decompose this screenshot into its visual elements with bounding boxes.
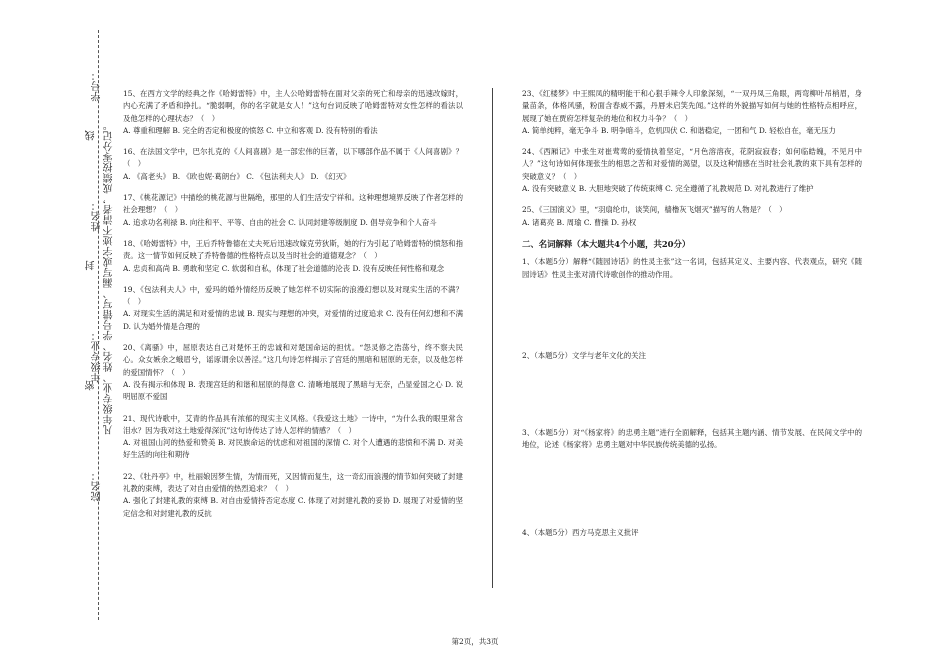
question-options: A. 没有突破意义 B. 大胆地突破了传统束缚 C. 完全遵循了礼教规范 D. 对礼教进行了维护 bbox=[522, 184, 814, 194]
school-label: 院名： bbox=[92, 470, 103, 502]
question-text: 15、在西方文学的经典之作《哈姆雷特》中，主人公哈姆雷特在面对父亲的死亡和母亲的迅速改嫁时，内心充满了矛盾和挣扎。“脆弱啊，你的名字就是女人！”这句台词反映了哈姆雷特对女性怎样的看法以及他怎样的心理状态？（ ） bbox=[123, 89, 463, 123]
answer-space[interactable] bbox=[522, 461, 862, 527]
term-question-text: 2、（本题5分）文学与老年文化的关注 bbox=[522, 350, 646, 360]
term-question-text: 3、（本题5分）对“《杨家将》的忠勇主题”进行全面解释，包括其主题内涵、情节发展、在民间文学中的地位，论述《杨家将》忠勇主题对中华民族传统美德的弘扬。 bbox=[522, 428, 862, 450]
seal-mark-line: 线 bbox=[86, 130, 97, 141]
section2-title: 二、名词解释（本大题共4个小题，共20分） bbox=[522, 238, 691, 249]
question-text: 20、《离骚》中，屈原表达自己对楚怀王的忠诚和对楚国命运的担忧。“怨灵修之浩荡兮，终不察夫民心。众女嫉余之蛾眉兮，谣诼谓余以善淫。”这几句诗怎样揭示了宫廷的黑暗和屈原的无奈，以及他怎样的爱国情怀？（ ） bbox=[123, 343, 463, 377]
question-text: 24、《西厢记》中张生对崔莺莺的爱情执着坚定，“月色溶溶夜，花阴寂寂春；如何临皓魄，不见月中人？”这句诗如何体现张生的相思之苦和对爱情的渴望，以及这种情感在当时社会礼教的束下具有怎样的突破意义？（ ） bbox=[522, 147, 862, 181]
binding-strip bbox=[0, 0, 115, 672]
question-options: A. 对现实生活的满足和对爱情的忠诚 B. 现实与理想的冲突，对爱情的过度追求 C. 没有任何幻想和不满 D. 认为婚外情是合理的 bbox=[123, 309, 463, 331]
student-no-label: 学号： bbox=[92, 70, 103, 102]
question-text: 16、在法国文学中，巴尔扎克的《人间喜剧》是一部宏伟的巨著，以下哪部作品不属于《人间喜剧》？（ ） bbox=[123, 147, 463, 169]
question-options: A. 忠贞和高尚 B. 勇敢和坚定 C. 软弱和自私，体现了社会道德的沦丧 D. 没有反映任何性格和观念 bbox=[123, 263, 445, 273]
question-options: A. 简单纯粹，毫无争斗 B. 明争暗斗，危机四伏 C. 和谐稳定，一团和气 D. 轻松自在，毫无压力 bbox=[522, 125, 836, 135]
question-24 bbox=[522, 146, 862, 195]
question-18 bbox=[123, 238, 463, 275]
column-divider bbox=[492, 88, 493, 588]
question-text: 22、《牡丹亭》中，杜丽娘因梦生情，为情而死，又因情而复生，这一奇幻而浪漫的情节如何突破了封建礼教的束缚，表达了对自由爱情的热烈追求？（ ） bbox=[123, 471, 463, 494]
question-options: A. 诸葛亮 B. 周瑜 C. 曹操 D. 孙权 bbox=[522, 217, 637, 227]
question-text: 21、现代诗歌中，艾青的作品具有浓郁的现实主义风格。《我爱这土地》一诗中，“为什么我的眼里常含泪水？因为我对这土地爱得深沉”这句诗传达了诗人怎样的情感？（ ） bbox=[123, 413, 463, 435]
answer-space[interactable] bbox=[522, 290, 862, 350]
term-question-2 bbox=[522, 350, 862, 362]
term-question-3 bbox=[522, 427, 862, 452]
term-question-text: 4、（本题5分）西方马克思主义批评 bbox=[522, 527, 639, 537]
seal-mark-seal: 封 bbox=[86, 260, 97, 271]
binding-dashed-line bbox=[98, 30, 99, 620]
name-label: 姓名： bbox=[92, 200, 103, 232]
question-22 bbox=[123, 471, 463, 520]
question-text: 23、《红楼梦》中王熙凤的精明能干和心狠手辣令人印象深刻，“一双丹凤三角眼，两弯柳叶吊梢眉，身量苗条，体格风骚，粉面含春威不露，丹唇未启笑先闻。”这样的外貌描写如何与她的性格特点相呼应，展现了她在贾府怎样复杂的地位和权力斗争？（ ） bbox=[522, 89, 862, 123]
left-column bbox=[123, 88, 463, 529]
question-options: A. 《高老头》 B. 《欧也妮·葛朗台》 C. 《包法利夫人》 D. 《幻灭》 bbox=[123, 171, 351, 181]
question-text: 18、《哈姆雷特》中，王后乔特鲁德在丈夫死后迅速改嫁克劳狄斯，她的行为引起了哈姆雷特的愤怒和指责。这一情节如何反映了乔特鲁德的性格特点以及当时社会的道德观念？（ ） bbox=[123, 238, 463, 261]
question-options: A. 对祖国山河的热爱和赞美 B. 对民族命运的忧虑和对祖国的深情 C. 对个人遭遇的悲愤和不满 D. 对美好生活的向往和期待 bbox=[123, 438, 463, 460]
question-text: 19、《包法利夫人》中，爱玛的婚外情经历反映了她怎样不切实际的浪漫幻想以及对现实生活的不满？（ ） bbox=[123, 284, 463, 307]
question-15 bbox=[123, 88, 463, 137]
page-footer: 第2页，共3页 bbox=[451, 637, 499, 646]
seal-mark-dense: 密 bbox=[86, 380, 97, 391]
question-text: 25、《三国演义》里，“羽扇纶巾，谈笑间，樯橹灰飞烟灭”描写的人物是？（ ） bbox=[522, 205, 787, 215]
binding-notice: 凡年级专业、姓名、学号错写、漏写或字迹不清者，成绩按零分记。 bbox=[104, 120, 115, 435]
term-question-4 bbox=[522, 527, 862, 539]
question-25 bbox=[522, 204, 862, 229]
term-question-1 bbox=[522, 256, 862, 281]
question-options: A. 没有揭示和体现 B. 表现宫廷的和谐和屈原的得意 C. 清晰地展现了黑暗与无奈，凸显爱国之心 D. 说明屈原不爱国 bbox=[123, 379, 463, 402]
question-16 bbox=[123, 146, 463, 183]
question-19 bbox=[123, 284, 463, 333]
answer-space[interactable] bbox=[522, 371, 862, 427]
right-column bbox=[522, 88, 862, 548]
major-label: 年级专业： bbox=[92, 330, 103, 383]
question-21 bbox=[123, 413, 463, 462]
term-question-text: 1、（本题5分）解释“《随园诗话》的性灵主张”这一名词，包括其定义、主要内容、代表观点，研究《随园诗话》性灵主张对清代诗歌创作的推动作用。 bbox=[522, 257, 862, 279]
question-23 bbox=[522, 88, 862, 137]
question-17 bbox=[123, 192, 463, 229]
question-options: A. 追求功名利禄 B. 向往和平、平等、自由的社会 C. 认同封建等级制度 D. 倡导竞争和个人奋斗 bbox=[123, 217, 437, 227]
question-options: A. 强化了封建礼教的束缚 B. 对自由爱情持否定态度 C. 体现了对封建礼教的妥协 D. 展现了对爱情的坚定信念和对封建礼教的反抗 bbox=[123, 496, 463, 518]
question-20 bbox=[123, 342, 463, 403]
question-text: 17、《桃花源记》中描绘的桃花源与世隔绝，那里的人们生活安宁祥和。这种理想境界反映了作者怎样的社会理想？（ ） bbox=[123, 193, 463, 215]
question-options: A. 尊重和理解 B. 完全的否定和极度的愤怒 C. 中立和客观 D. 没有特别的看法 bbox=[123, 125, 378, 135]
